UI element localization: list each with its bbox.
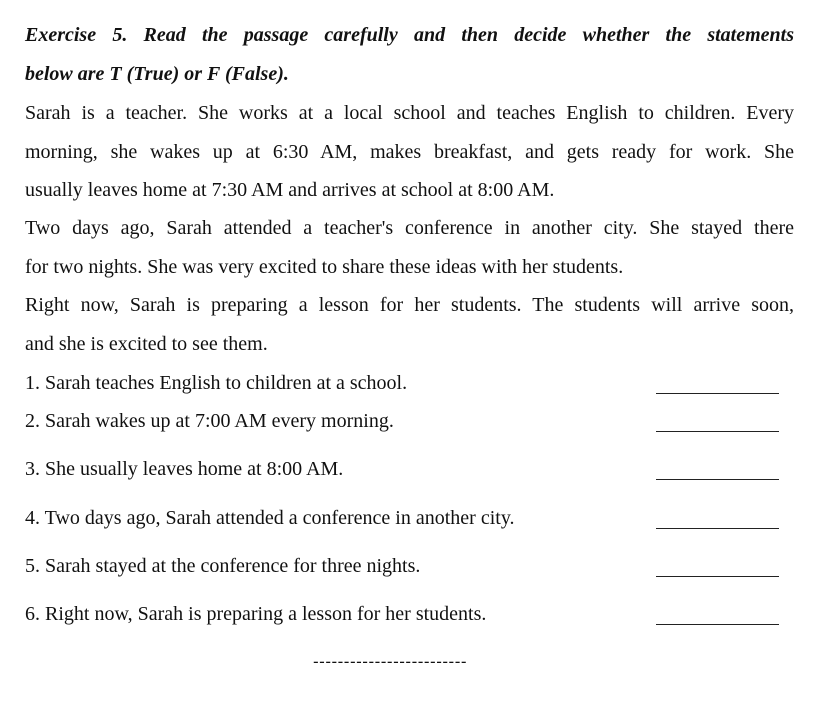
statement-2: 2. Sarah wakes up at 7:00 AM every morning. bbox=[25, 410, 394, 432]
passage-line: for two nights. She was very excited to share these ideas with her students. bbox=[25, 256, 624, 278]
answer-blank-2[interactable] bbox=[656, 431, 779, 432]
statement-3: 3. She usually leaves home at 8:00 AM. bbox=[25, 458, 344, 480]
answer-blank-4[interactable] bbox=[656, 528, 779, 529]
passage-line: Sarah is a teacher. She works at a local school and teaches English to children. Every bbox=[25, 102, 794, 124]
statement-5: 5. Sarah stayed at the conference for three nights. bbox=[25, 555, 421, 577]
exercise-title-line-1: Exercise 5. Read the passage carefully and then decide whether the statements bbox=[25, 24, 794, 46]
answer-blank-6[interactable] bbox=[656, 624, 779, 625]
passage-line: and she is excited to see them. bbox=[25, 333, 268, 355]
passage-line: Right now, Sarah is preparing a lesson for her students. The students will arrive soon, bbox=[25, 294, 794, 316]
passage-line: usually leaves home at 7:30 AM and arrives at school at 8:00 AM. bbox=[25, 179, 555, 201]
answer-blank-5[interactable] bbox=[656, 576, 779, 577]
statement-6: 6. Right now, Sarah is preparing a lesson for her students. bbox=[25, 603, 487, 625]
answer-blank-1[interactable] bbox=[656, 393, 779, 394]
exercise-title-line-2: below are T (True) or F (False). bbox=[25, 63, 289, 85]
passage-line: morning, she wakes up at 6:30 AM, makes breakfast, and gets ready for work. She bbox=[25, 141, 794, 163]
end-marker: ------------------------- bbox=[313, 652, 468, 671]
statement-1: 1. Sarah teaches English to children at a school. bbox=[25, 372, 408, 394]
answer-blank-3[interactable] bbox=[656, 479, 779, 480]
passage-line: Two days ago, Sarah attended a teacher's conference in another city. She stayed there bbox=[25, 217, 794, 239]
statement-4: 4. Two days ago, Sarah attended a conference in another city. bbox=[25, 507, 515, 529]
